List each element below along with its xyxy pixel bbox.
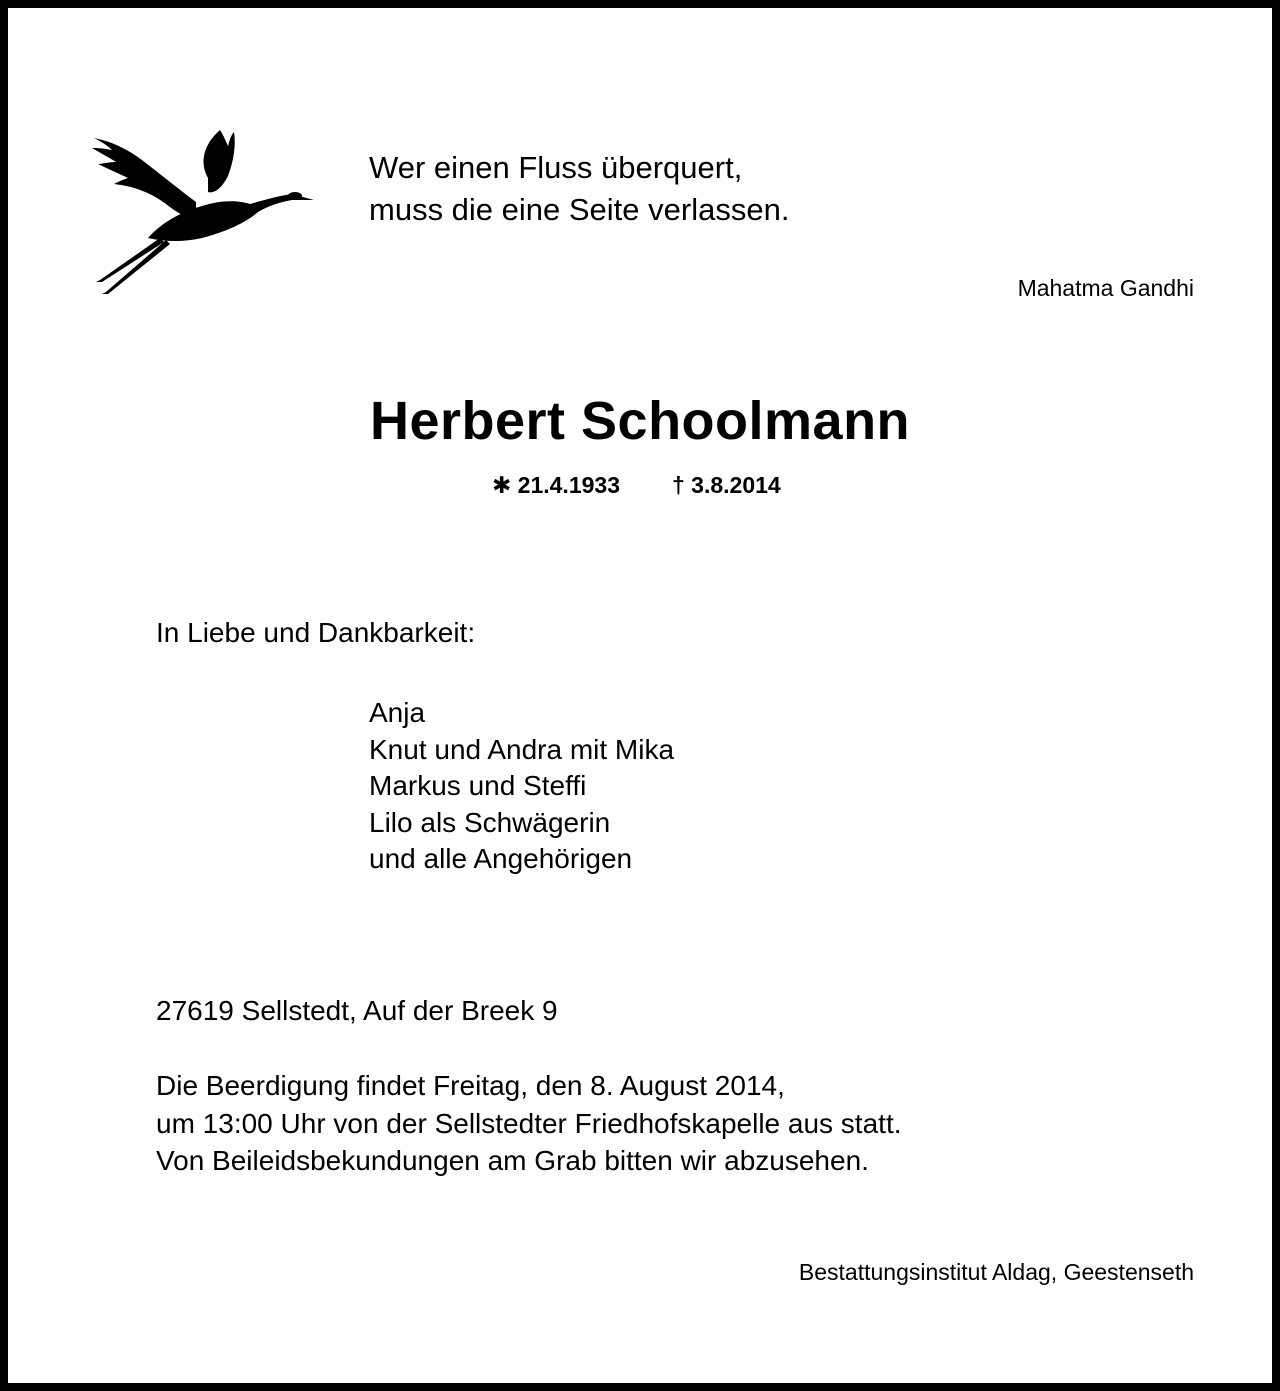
quote xyxy=(369,147,789,231)
mourner-name: Knut und Andra mit Mika xyxy=(369,733,675,765)
funeral-line: Von Beileidsbekundungen am Grab bitten wir abzusehen. xyxy=(156,1145,869,1176)
mourners-intro: In Liebe und Dankbarkeit: xyxy=(156,617,476,648)
mourner-name: Lilo als Schwägerin xyxy=(369,806,611,838)
undertaker: Bestattungsinstitut Aldag, Geestenseth xyxy=(798,1259,1194,1285)
flying-crane-icon xyxy=(88,120,318,300)
mourners-list xyxy=(369,695,674,878)
mourner-name: Anja xyxy=(369,697,426,728)
quote-author: Mahatma Gandhi xyxy=(1017,275,1194,301)
funeral-line: um 13:00 Uhr von der Sellstedter Friedhofskapelle aus statt. xyxy=(156,1107,902,1139)
birth-date: ✱ 21.4.1933 xyxy=(492,472,620,498)
quote-line: muss die eine Seite verlassen. xyxy=(369,192,790,227)
funeral-line: Die Beerdigung findet Freitag, den 8. August 2014, xyxy=(156,1070,785,1101)
funeral-notice xyxy=(156,1067,902,1180)
mourner-name: und alle Angehörigen xyxy=(369,843,633,874)
mourner-name: Markus und Steffi xyxy=(369,770,587,801)
family-address: 27619 Sellstedt, Auf der Breek 9 xyxy=(156,995,558,1026)
deceased-name: Herbert Schoolmann xyxy=(369,391,911,451)
death-date: † 3.8.2014 xyxy=(672,472,781,498)
quote-line: Wer einen Fluss überquert, xyxy=(369,150,743,185)
